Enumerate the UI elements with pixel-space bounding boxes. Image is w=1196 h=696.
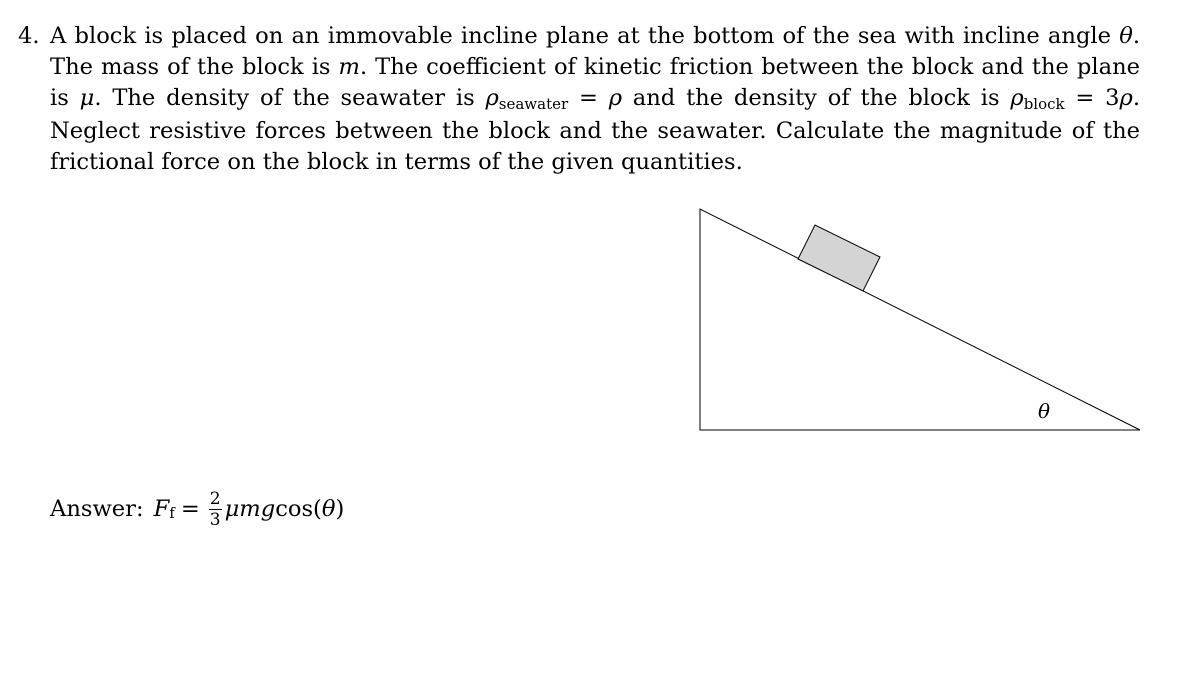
equals-sign: = xyxy=(568,85,609,111)
fraction-denominator: 3 xyxy=(209,509,221,530)
answer-theta: θ xyxy=(321,496,336,522)
answer-variables: μmg xyxy=(224,496,276,522)
frictional-force-subscript: f xyxy=(169,504,175,522)
rho-symbol: ρ xyxy=(1119,85,1133,111)
rho-block-symbol: ρ xyxy=(1010,85,1024,111)
incline-plane xyxy=(700,209,1140,430)
mu-symbol: μ xyxy=(79,85,95,111)
problem-statement xyxy=(18,21,1140,178)
rho-symbol: ρ xyxy=(608,85,622,111)
theta-symbol: θ xyxy=(1119,23,1133,49)
text-segment: . The mass of the block is xyxy=(50,23,1140,80)
answer xyxy=(50,478,344,540)
closing-paren: ) xyxy=(335,496,345,522)
frictional-force-symbol: F xyxy=(153,496,170,522)
problem-text xyxy=(50,21,1140,178)
incline-diagram xyxy=(690,200,1150,440)
text-segment: . Neglect resistive forces between the block and the seawater. Calculate the magnitude of the frictional force on the block in terms of the given quantities. xyxy=(50,85,1141,175)
rho-seawater-symbol: ρ xyxy=(485,85,499,111)
text-segment: A block is placed on an immovable incline plane at the bottom of the sea with incline angle xyxy=(50,23,1120,49)
fraction-numerator: 2 xyxy=(209,488,221,509)
angle-label: θ xyxy=(1037,399,1051,423)
text-segment: . The coefficient of kinetic friction between the block and the plane is xyxy=(50,54,1140,111)
text-segment: . The density of the seawater is xyxy=(94,85,486,111)
block xyxy=(798,225,880,291)
rho-block-subscript: block xyxy=(1023,95,1065,113)
mass-symbol: m xyxy=(338,54,360,80)
text-segment: = 3 xyxy=(1064,85,1120,111)
equals-sign: = xyxy=(180,496,200,522)
fraction xyxy=(209,489,222,530)
cos-function: cos( xyxy=(275,496,322,522)
rho-seawater-subscript: seawater xyxy=(498,95,569,113)
answer-label: Answer: xyxy=(50,496,144,522)
text-segment: and the density of the block is xyxy=(621,85,1011,111)
problem-number: 4. xyxy=(18,23,40,49)
